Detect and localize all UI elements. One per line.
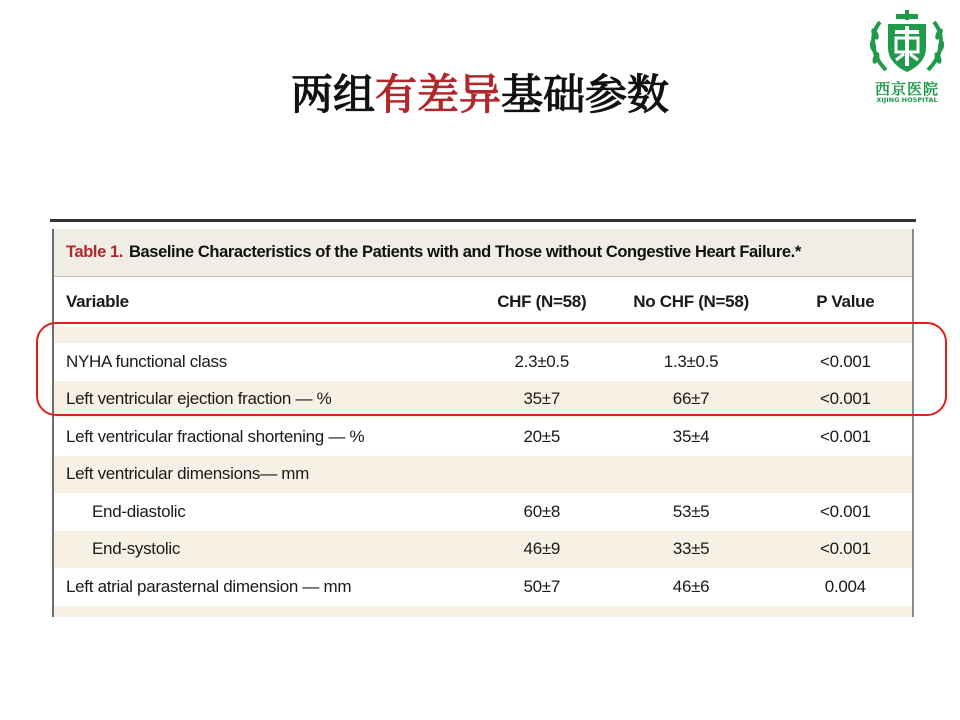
title-part-1: 两组 <box>290 70 375 119</box>
table-frame <box>52 229 914 617</box>
table-row <box>54 493 912 531</box>
table-row <box>54 381 912 419</box>
header-p-value: P Value <box>816 292 875 311</box>
cell-variable: Left ventricular dimensions— mm <box>66 464 309 484</box>
table-row <box>54 531 912 569</box>
cell-chf: 50±7 <box>523 576 560 596</box>
cell-no-chf: 53±5 <box>672 501 710 521</box>
cell-no-chf: 1.3±0.5 <box>663 351 719 371</box>
cell-no-chf: 66±7 <box>672 389 710 409</box>
cell-variable: NYHA functional class <box>66 351 227 371</box>
title-part-highlight: 有差异 <box>374 70 501 119</box>
cell-variable: Left ventricular fractional shortening — % <box>66 426 365 446</box>
table-caption <box>54 229 912 277</box>
table-row-partial <box>54 606 912 618</box>
header-no-chf: No CHF (N=58) <box>633 292 749 311</box>
cell-no-chf: 46±6 <box>672 576 710 596</box>
cell-variable: End-diastolic <box>92 501 186 521</box>
table-row-partial <box>54 327 912 343</box>
cell-p-value: <0.001 <box>819 539 871 559</box>
table-caption-label: Table 1. <box>66 243 124 261</box>
cell-chf: 35±7 <box>523 389 560 409</box>
header-chf: CHF (N=58) <box>497 292 587 311</box>
cell-variable: Left atrial parasternal dimension — mm <box>66 576 352 596</box>
cell-p-value: 0.004 <box>824 576 866 596</box>
logo-name-cn: 西京医院 <box>874 80 939 98</box>
cell-no-chf: 35±4 <box>672 426 710 446</box>
cell-chf: 46±9 <box>523 539 561 559</box>
cell-variable: End-systolic <box>92 539 181 559</box>
table-row <box>54 343 912 381</box>
cell-p-value: <0.001 <box>819 389 871 409</box>
cell-chf: 20±5 <box>523 426 560 446</box>
table-row <box>54 456 912 494</box>
data-table <box>50 219 916 617</box>
table-caption-text: Baseline Characteristics of the Patients with and Those without Congestive Heart Failure.* <box>129 243 801 261</box>
table-row <box>54 568 912 606</box>
cell-variable: Left ventricular ejection fraction — % <box>66 389 332 409</box>
header-variable: Variable <box>66 292 129 311</box>
table-header-row <box>54 277 912 327</box>
cell-no-chf: 33±5 <box>672 539 710 559</box>
logo-name-en: XIJING HOSPITAL <box>876 96 938 104</box>
hospital-logo <box>866 10 948 106</box>
cell-p-value: <0.001 <box>819 501 871 521</box>
title-part-3: 基础参数 <box>501 70 670 119</box>
table-row <box>54 418 912 456</box>
cell-chf: 2.3±0.5 <box>514 351 569 371</box>
slide-title <box>0 62 960 122</box>
cell-p-value: <0.001 <box>819 426 871 446</box>
cell-p-value: <0.001 <box>819 351 871 371</box>
cell-chf: 60±8 <box>523 501 561 521</box>
hospital-emblem-icon <box>866 10 948 78</box>
